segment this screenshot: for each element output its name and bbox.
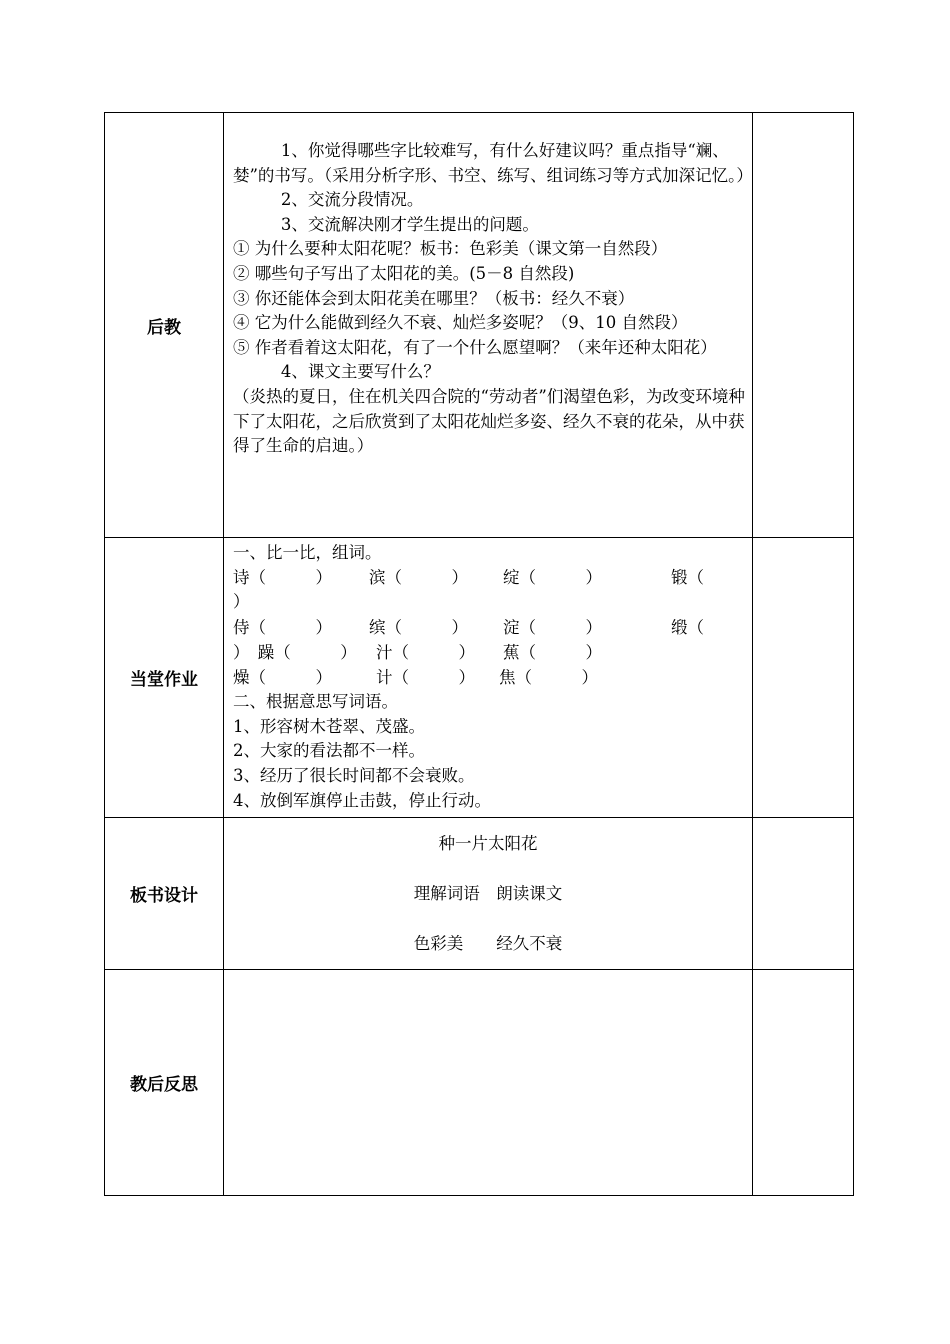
homework-section-2-title: 二、根据意思写词语。 (233, 692, 398, 712)
compare-item: 淀（ ） (503, 617, 602, 637)
board-line-3: 色彩美 经久不衰 (413, 933, 563, 953)
notes-cell (753, 113, 854, 538)
label-reflection: 教后反思 (105, 970, 224, 1196)
compare-item: 焦（ ） (499, 667, 598, 687)
compare-item: 蕉（ ） (503, 642, 602, 662)
notes-cell (753, 818, 854, 970)
board-title: 种一片太阳花 (438, 833, 538, 853)
row-reflection (105, 970, 854, 1196)
label-class-homework: 当堂作业 (105, 538, 224, 818)
teach-step-2: 2、交流分段情况。 (280, 190, 424, 210)
word-meaning-item: 2、大家的看法都不一样。 (233, 741, 425, 761)
compare-item: 滨（ ） (369, 567, 468, 587)
compare-item: 侍（ ） (233, 617, 332, 637)
summary-text: （炎热的夏日，住在机关四合院的“劳动者”们渴望色彩，为改变环境种下了太阳花，之后欣赏到了太阳花灿烂多姿、经久不衰的花朵，从中获得了生命的启迪。） (233, 386, 745, 456)
homework-section-1-title: 一、比一比，组词。 (233, 543, 382, 562)
homework-content (224, 538, 753, 818)
row-board-design (105, 818, 854, 970)
teach-step-1: 1、你觉得哪些字比较难写，有什么好建议吗？重点指导“斓、婪”的书写。（采用分析字形、书空、练写、组词练习等方式加深记忆。） (233, 141, 753, 185)
compare-item: 绽（ ） (503, 567, 602, 587)
question-1: ① 为什么要种太阳花呢？板书：色彩美（课文第一自然段） (233, 239, 668, 259)
board-line-2: 理解词语 朗读课文 (413, 883, 563, 903)
question-4: ④ 它为什么能做到经久不衰、灿烂多姿呢？（9、10 自然段） (233, 313, 688, 333)
question-2: ② 哪些句子写出了太阳花的美。(5－8 自然段) (233, 263, 575, 283)
compare-item: 计（ ） (376, 667, 475, 687)
label-after-teaching: 后教 (105, 113, 224, 538)
word-meaning-item: 3、经历了很长时间都不会衰败。 (233, 765, 475, 785)
compare-item-end: ） (233, 591, 250, 611)
compare-item: ） 躁（ ） (233, 642, 357, 662)
word-meaning-item: 1、形容树木苍翠、茂盛。 (233, 716, 425, 736)
row-after-teaching (105, 113, 854, 538)
compare-item: 汁（ ） (376, 642, 475, 662)
word-compare-row-4 (233, 666, 746, 691)
question-3: ③ 你还能体会到太阳花美在哪里？（板书：经久不衰） (233, 288, 635, 308)
notes-cell (753, 970, 854, 1196)
compare-item: 缤（ ） (369, 617, 468, 637)
board-design-content (224, 818, 753, 970)
compare-item: 缎（ (671, 617, 704, 637)
teach-step-4: 4、课文主要写什么？ (280, 362, 440, 382)
compare-item: 锻（ (671, 567, 704, 587)
label-board-design: 板书设计 (105, 818, 224, 970)
word-compare-grid (233, 566, 746, 666)
teach-step-3: 3、交流解决刚才学生提出的问题。 (280, 214, 539, 234)
row-class-homework (105, 538, 854, 818)
question-5: ⑤ 作者看着这太阳花，有了一个什么愿望啊？（来年还种太阳花） (233, 337, 717, 357)
word-meaning-item: 4、放倒军旗停止击鼓，停止行动。 (233, 790, 491, 810)
compare-item: 诗（ ） (233, 567, 332, 587)
reflection-content (224, 970, 753, 1196)
after-teaching-content (224, 113, 753, 538)
lesson-plan-table (104, 112, 854, 1196)
compare-item: 燥（ ） (233, 667, 332, 687)
notes-cell (753, 538, 854, 818)
